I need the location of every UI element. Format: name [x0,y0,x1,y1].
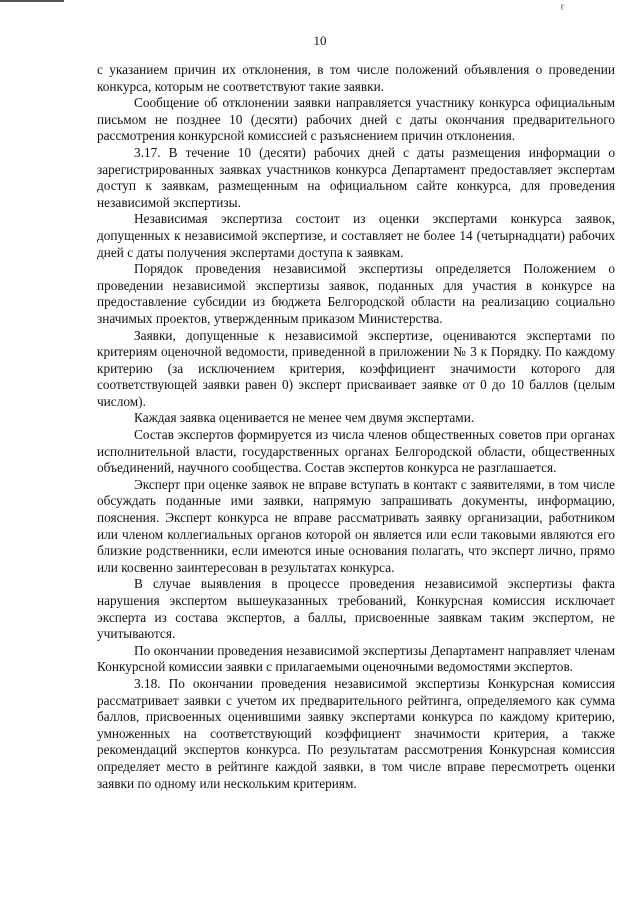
paragraph-evaluation-criteria: Заявки, допущенные к независимой экспертизе, оцениваются экспертами по критериям оценочной ведомости, приведенной в приложении № 3 к Порядку. По каждому критерию (за исключением критерия, коэффициент значимости которого для соответствующей заявки равен 0) эксперт присваивает заявке от 0 до 10 баллов (целым числом). [97,327,615,409]
paragraph-continuation: с указанием причин их отклонения, в том числе положений объявления о проведении конкурса, которым не соответствуют такие заявки. [97,62,615,94]
paragraph-3-18: 3.18. По окончании проведения независимой экспертизы Конкурсная комиссия рассматривает заявки с учетом их предварительного рейтинга, определяемого как сумма баллов, присвоенных оценившими заявку экспертами конкурса по каждому критерию, умноженных на соответствующий коэффициент значимости критерия, а также рекомендаций экспертов конкурса. По результатам рассмотрения Конкурсная комиссия определяет место в рейтинге каждой заявки, в том числе вправе пересмотреть оценки заявки по одному или нескольким критериям. [97,675,615,791]
paragraph-rejection-notice: Сообщение об отклонении заявки направляется участнику конкурса официальным письмом не позднее 10 (десяти) рабочих дней с даты окончания предварительного рассмотрения конкурсной комиссией с разъяснением причин отклонения. [97,95,615,144]
paragraph-expert-composition: Состав экспертов формируется из числа членов общественных советов при органах исполнительной власти, государственных органах Белгородской области, общественных объединений, научного сообщества. Состав экспертов конкурса не разглашается. [97,427,615,476]
paragraph-two-experts: Каждая заявка оценивается не менее чем двумя экспертами. [134,410,475,426]
paragraph-3-17: 3.17. В течение 10 (десяти) рабочих дней с даты размещения информации о зарегистрированных заявках участников конкурса Департамент предоставляет экспертам доступ к заявкам, размещенным на официальном сайте конкурса, для проведения независимой экспертизы. [97,144,615,210]
paragraph-expertise-duration: Независимая экспертиза состоит из оценки экспертами конкурса заявок, допущенных к независимой экспертизе, и составляет не более 14 (четырнадцати) рабочих дней с даты получения экспертами доступа к заявкам. [97,211,615,260]
paragraph-expertise-procedure: Порядок проведения независимой экспертизы определяется Положением о проведении независимой экспертизы заявок, поданных для участия в конкурсе на предоставление субсидии из бюджета Белгородской области на реализацию социально значимых проектов, утвержденным приказом Министерства. [97,261,615,326]
document-body [97,62,615,792]
page-number: 10 [313,33,327,48]
paragraph-violation: В случае выявления в процессе проведения независимой экспертизы факта нарушения экспертом вышеуказанных требований, Конкурсная комиссия исключает эксперта из состава экспертов, а баллы, присвоенные заявкам таким экспертом, не учитываются. [97,576,615,642]
top-edge-line [0,0,64,2]
paragraph-expert-restrictions: Эксперт при оценке заявок не вправе вступать в контакт с заявителями, в том числе обсуждать поданные ими заявки, напрямую запрашивать документы, информацию, пояснения. Эксперт конкурса не вправе рассматривать заявку организации, работником или членом коллегиальных органов которой он является или если таковыми являются его близкие родственники, если имеются иные основания полагать, что эксперт лично, прямо или косвенно заинтересован в результатах конкурса. [97,476,615,575]
paragraph-results-sent: По окончании проведения независимой экспертизы Департамент направляет членам Конкурсной комиссии заявки с прилагаемыми оценочными ведомостями экспертов. [97,642,615,675]
corner-mark: ℓ [560,2,565,12]
